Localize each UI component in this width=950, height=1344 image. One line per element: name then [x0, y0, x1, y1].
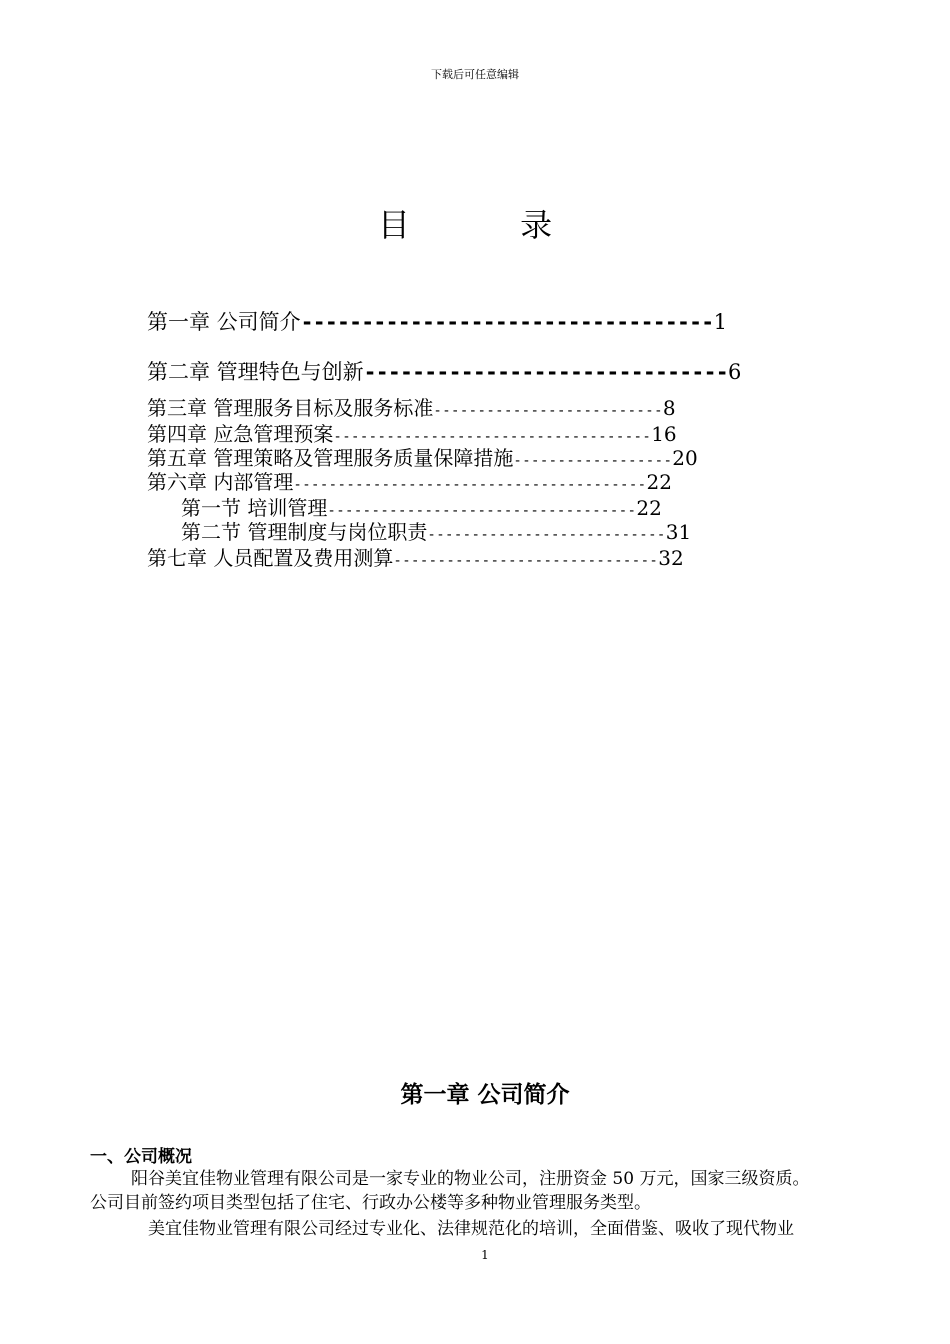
toc-entry-chapter-4 [147, 422, 677, 449]
toc-leader: --------------------------- [427, 527, 666, 543]
toc-entry-label: 第四章 应急管理预案 [147, 422, 334, 446]
chapter-heading: 第一章 公司简介 [400, 1082, 570, 1108]
page-number: 1 [481, 1248, 489, 1262]
toc-leader: ------------------------------ [363, 360, 728, 384]
toc-leader: ------------------------------ [393, 553, 659, 569]
toc-entry-label: 第五章 管理策略及管理服务质量保障措施 [147, 446, 514, 470]
toc-entry-chapter-2 [147, 360, 741, 384]
paragraph-line: 美宜佳物业管理有限公司经过专业化、法律规范化的培训，全面借鉴、吸收了现代物业 [148, 1219, 794, 1239]
toc-entry-label: 第六章 内部管理 [147, 470, 294, 494]
toc-entry-chapter-6 [147, 470, 672, 497]
toc-page-number: 22 [636, 496, 662, 520]
toc-entry-label: 第一节 培训管理 [181, 496, 328, 520]
paragraph-line: 阳谷美宜佳物业管理有限公司是一家专业的物业公司，注册资金 50 万元，国家三级资质。 [131, 1169, 810, 1189]
toc-entry-label: 第七章 人员配置及费用测算 [147, 546, 394, 570]
toc-entry-section-2 [181, 520, 691, 547]
toc-leader: ---------------------------------- [300, 310, 714, 334]
toc-page-number: 16 [651, 422, 677, 446]
toc-page-number: 22 [646, 470, 672, 494]
toc-leader: ----------------------------------- [327, 503, 637, 519]
paragraph-line: 公司目前签约项目类型包括了住宅、行政办公楼等多种物业管理服务类型。 [90, 1193, 651, 1213]
toc-entry-label: 第三章 管理服务目标及服务标准 [147, 396, 434, 420]
toc-entry-chapter-3 [147, 396, 676, 423]
toc-leader: -------------------------- [433, 403, 663, 419]
toc-page-number: 8 [662, 396, 676, 420]
toc-entry-label: 第二章 管理特色与创新 [147, 360, 364, 384]
toc-entry-label: 第二节 管理制度与岗位职责 [181, 520, 428, 544]
toc-page-number: 1 [713, 310, 727, 334]
toc-title: 目 录 [377, 206, 603, 244]
toc-leader: ------------------ [513, 453, 673, 469]
toc-page-number: 6 [727, 360, 742, 384]
toc-leader: ---------------------------------------- [293, 477, 647, 493]
section-heading: 一、公司概况 [90, 1147, 192, 1167]
toc-page-number: 32 [658, 546, 684, 570]
toc-entry-label: 第一章 公司简介 [147, 310, 301, 334]
toc-page-number: 31 [665, 520, 692, 544]
header-note: 下载后可任意编辑 [431, 68, 519, 81]
toc-entry-chapter-1 [147, 310, 727, 334]
toc-page-number: 20 [672, 446, 698, 470]
toc-leader: ------------------------------------ [333, 429, 652, 445]
toc-entry-section-1 [181, 496, 662, 523]
toc-entry-chapter-5 [147, 446, 698, 473]
toc-entry-chapter-7 [147, 546, 684, 573]
